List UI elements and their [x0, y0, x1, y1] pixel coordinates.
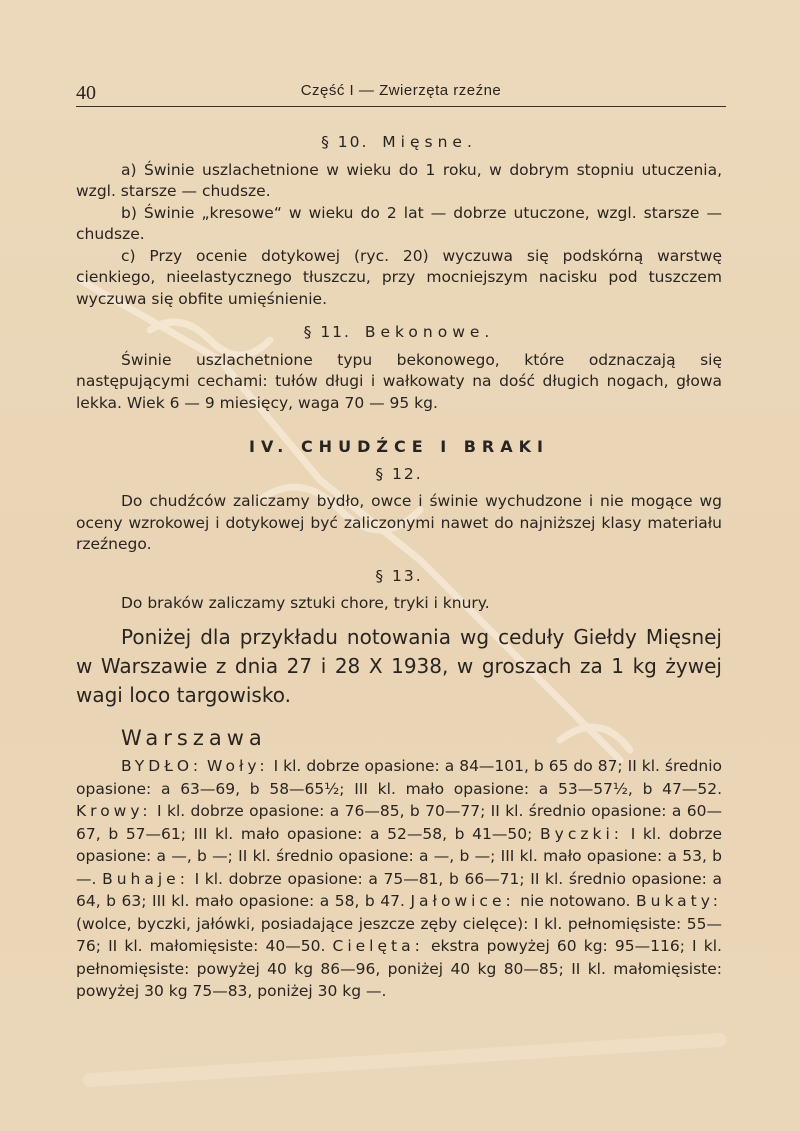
jalowice-prices: nie notowano.	[520, 892, 631, 910]
cieleta-prices: ekstra powyżej 60 kg: 95—116; I kl. pełnomięsiste: powyżej 40 kg 86—96, poniżej 40 kg 80—85; II kl. małomięsiste: powyżej 30 kg 75—83, poniżej 30 kg —.	[76, 937, 722, 1000]
section-11-text: Świnie uszlachetnione typu bekonowego, które odznaczają się następującymi cechami: tułów długi i wałkowaty na dość długich nogach, głowa lekka. Wiek 6 — 9 miesięcy, waga 70 — 95 kg.	[76, 350, 722, 412]
section-13-text: Do braków zaliczamy sztuki chore, tryki i knury.	[121, 594, 490, 612]
bydlo-label: BYDŁO:	[121, 757, 203, 775]
bukaty-label: Bukaty:	[635, 892, 722, 910]
section-13-heading: § 13.	[375, 566, 423, 585]
byczki-prices: I kl. dobrze opasione: a —, b —; II kl. średnio opasione: a —, b —; III kl. mało opasione: a 53, b —.	[76, 824, 723, 888]
section-10-item-c: c) Przy ocenie dotykowej (ryc. 20) wyczuwa się podskórną warstwę cienkiego, nieelastycznego tłuszczu, przy mocniejszym nacisku pod tuszczem wyczuwa się obfite umięśnienie.	[76, 246, 722, 308]
example-intro: Poniżej dla przykładu notowania wg ceduły Giełdy Mięsnej w Warszawie z dnia 27 i 28 X 1938, w groszach za 1 kg żywej wagi loco targowisko.	[76, 624, 722, 707]
page-header	[76, 78, 726, 107]
section-10-number: § 10.	[321, 133, 369, 151]
section-10-title: Mięsne.	[382, 133, 477, 151]
byczki-label: Byczki:	[540, 824, 624, 843]
woly-label: Woły:	[207, 757, 269, 775]
section-10-item-a: a) Świnie uszlachetnione w wieku do 1 roku, w dobrym stopniu utuczenia, wzgl. starsze — chudsze.	[76, 160, 722, 200]
section-12-heading: § 12.	[375, 464, 423, 483]
running-title: Część I — Zwierzęta rzeźne	[300, 82, 502, 99]
bukaty-prices: (wolce, byczki, jałówki, posiadające jeszcze zęby cielęce): I kl. pełnomięsiste: 55—76; II kl. małomięsiste: 40—50.	[76, 914, 722, 955]
page-number: 40	[76, 82, 96, 104]
section-11-number: § 11.	[303, 323, 351, 341]
section-11-title: Bekonowe.	[364, 323, 495, 341]
city-heading: Warszawa	[121, 725, 267, 750]
krowy-prices: I kl. dobrze opasione: a 76—85, b 70—77; II kl. średnio opasione: a 60—67, b 57—61; III kl. mało opasione: a 52—58, b 41—50;	[76, 802, 722, 843]
page-body	[76, 128, 722, 1003]
buhaje-prices: I kl. dobrze opasione: a 75—81, b 66—71; II kl. średnio opasione: a 64, b 63; III kl. mało opasione: a 58, b 47.	[76, 869, 722, 910]
krowy-label: Krowy:	[76, 802, 152, 820]
woly-prices: I kl. dobrze opasione: a 84—101, b 65 do 87; II kl. średnio opasione: a 63—69, b 58—65½; III kl. mało opasione: a 53—57½, b 47—52.	[76, 757, 723, 798]
buhaje-label: Buhaje:	[102, 869, 189, 888]
chapter-heading: IV. CHUDŹCE I BRAKI	[249, 437, 549, 456]
section-10-item-b: b) Świnie „kresowe“ w wieku do 2 lat — dobrze utuczone, wzgl. starsze — chudsze.	[76, 203, 722, 243]
jalowice-label: Jałowice:	[410, 892, 515, 910]
cieleta-label: Cielęta:	[332, 937, 424, 955]
market-quotations	[76, 755, 722, 1003]
section-10-heading	[76, 132, 722, 154]
section-12-text: Do chudźców zaliczamy bydło, owce i świnie wychudzone i nie mogące wg oceny wzrokowej i dotykowej być zaliczonymi nawet do najniższej klasy materiału rzeźnego.	[76, 492, 722, 553]
section-11-heading	[76, 322, 722, 344]
